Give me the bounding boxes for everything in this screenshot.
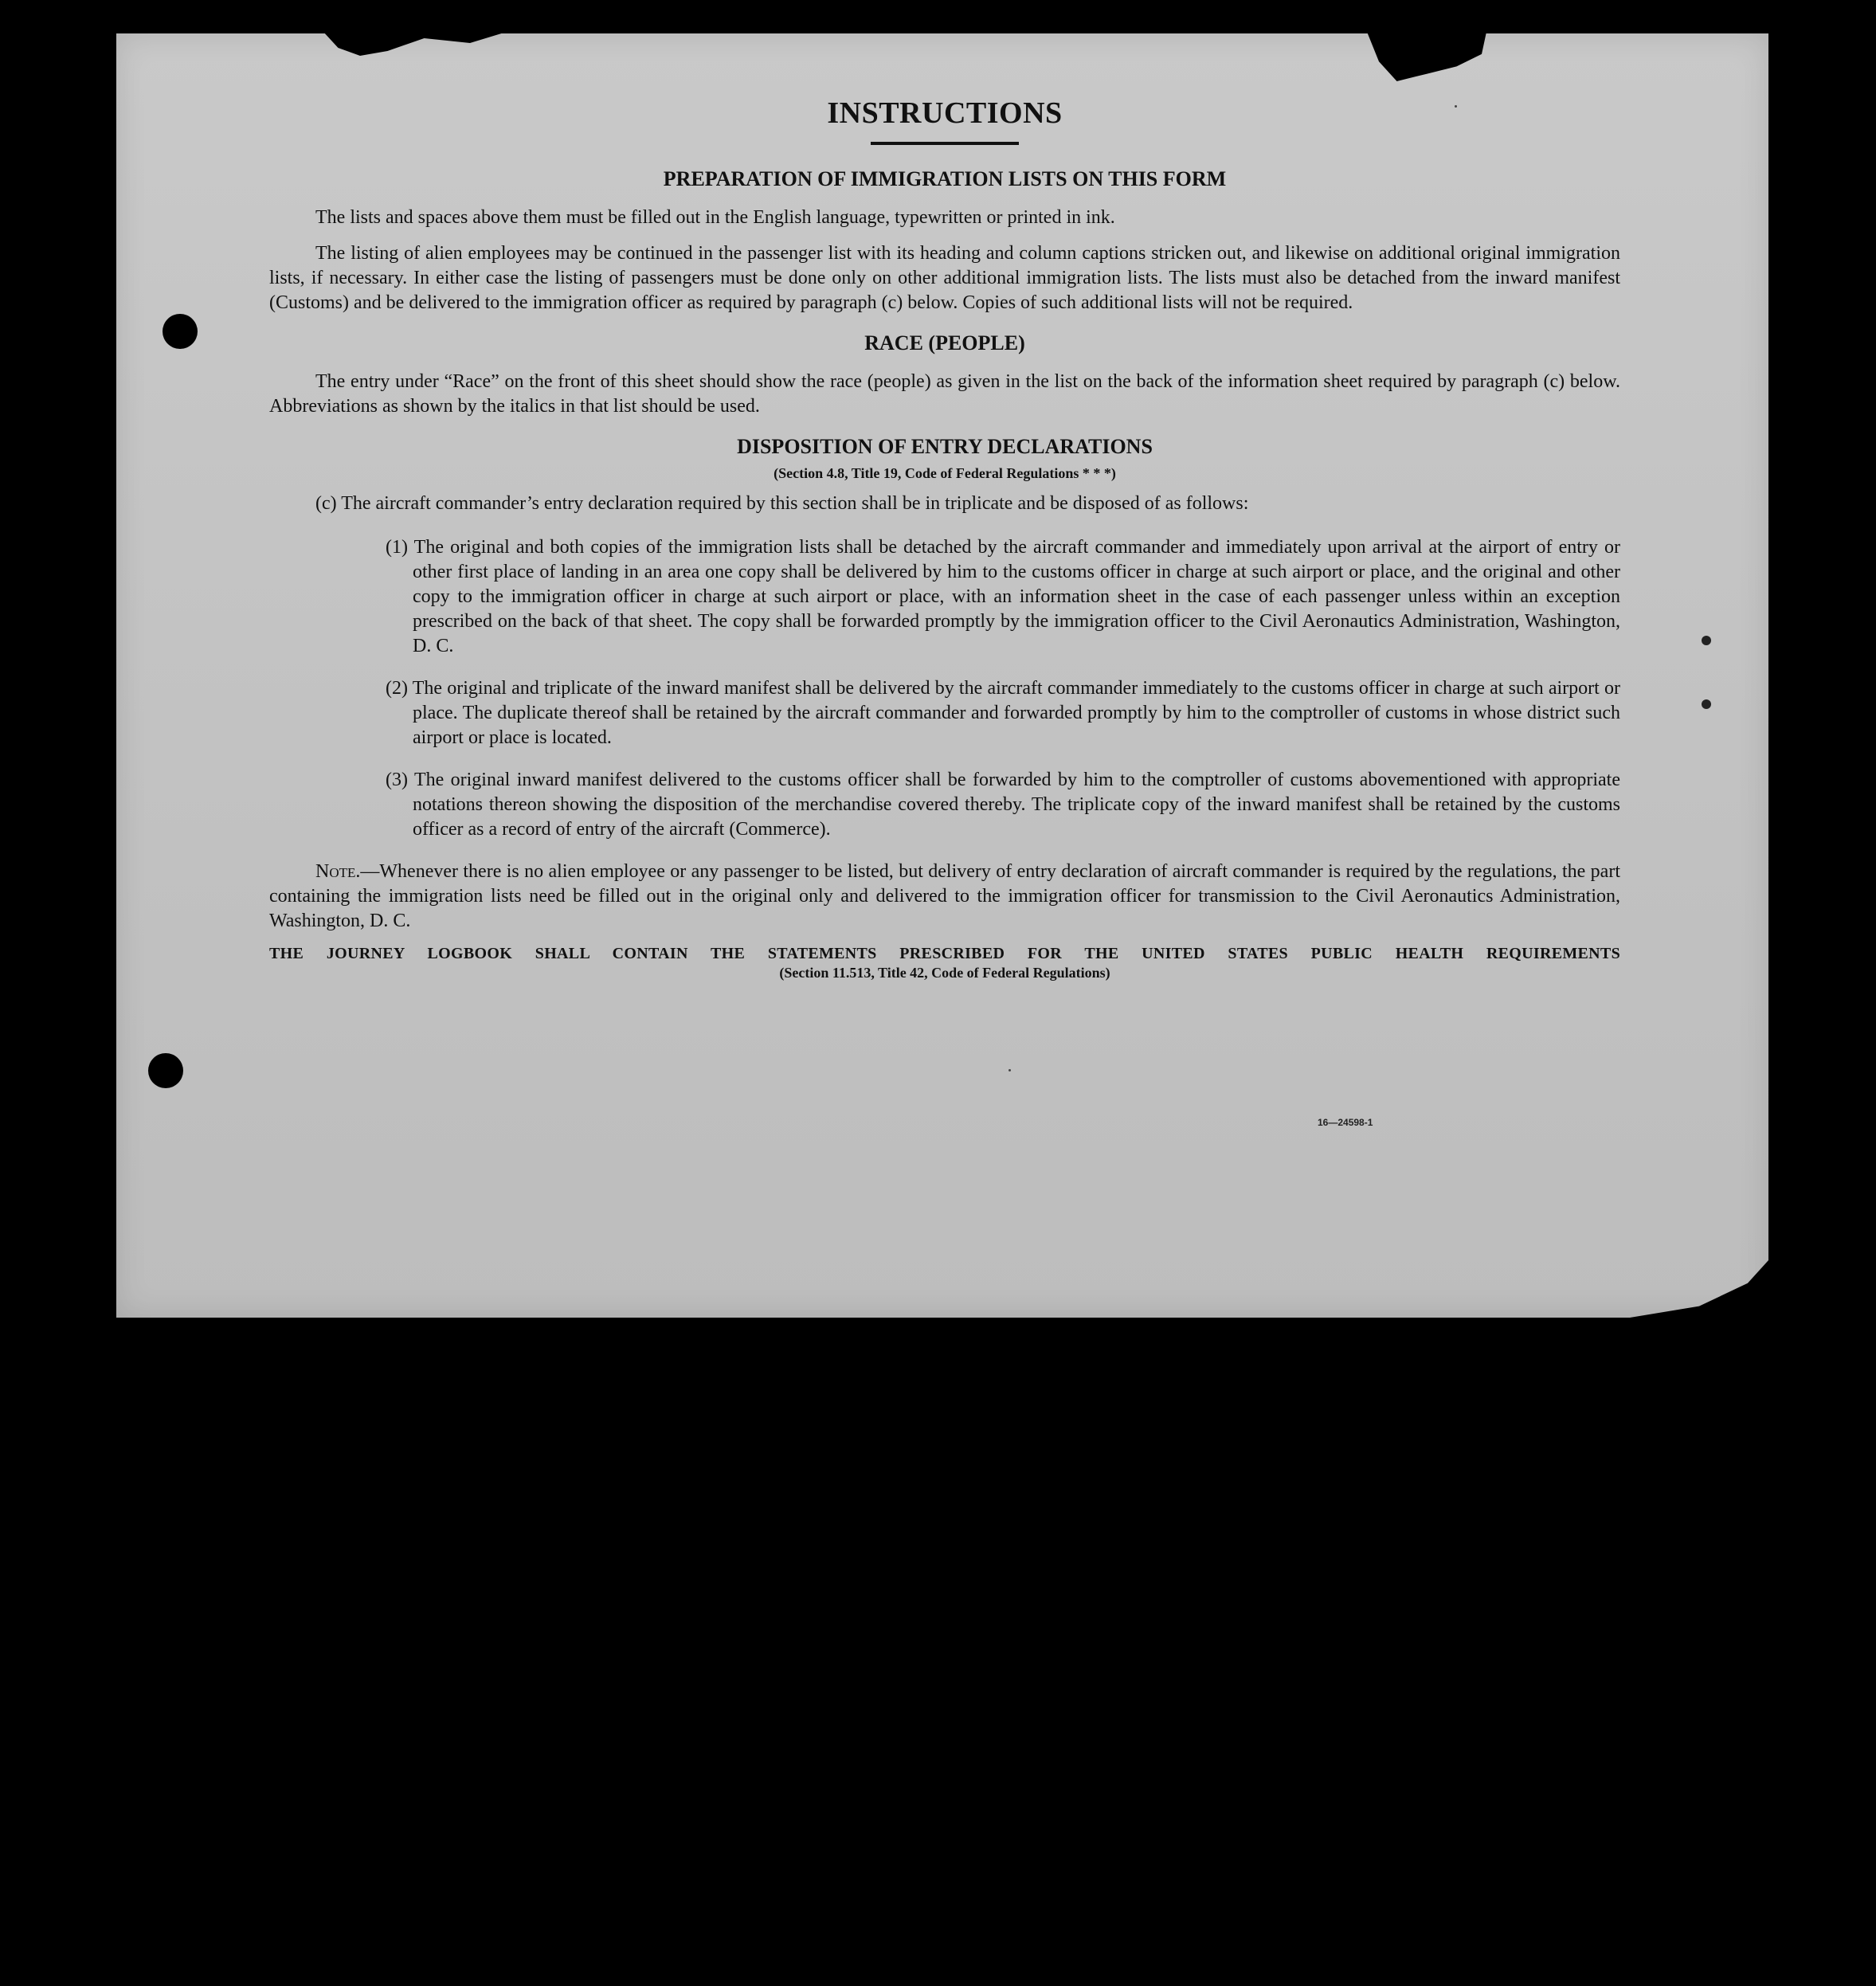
note-text: —Whenever there is no alien employee or any passenger to be listed, but delivery of entry declaration of aircraft commander is required by the regulations, the part containing the immigration lists need be filled out in the original only and delivered to the immigration officer for transmission to the Civil Aeronautics Administration, Washington, D. C.	[269, 861, 1620, 931]
paragraph: The entry under “Race” on the front of this sheet should show the race (people) as given in the list on the back of the information sheet required by paragraph (c) below. Abbreviations as shown by the italics in that list should be used.	[269, 371, 1620, 417]
title-underline	[871, 142, 1019, 145]
document-sheet	[116, 33, 1768, 1318]
ink-mark	[1702, 699, 1711, 709]
health-requirements-statement: THE JOURNEY LOGBOOK SHALL CONTAIN THE STATEMENTS PRESCRIBED FOR THE UNITED STATES PUBLIC HEALTH REQUIREMENTS	[269, 945, 1620, 962]
torn-corner-bottom-right	[1630, 1260, 1768, 1318]
punch-hole-bottom	[148, 1053, 183, 1088]
torn-edge-left	[323, 32, 507, 64]
section-heading-disposition: DISPOSITION OF ENTRY DECLARATIONS	[737, 435, 1153, 458]
health-requirements-citation: (Section 11.513, Title 42, Code of Federal Regulations)	[779, 965, 1110, 981]
section-heading-race: RACE (PEOPLE)	[864, 331, 1025, 355]
note-paragraph	[269, 860, 1620, 934]
paragraph: The lists and spaces above them must be filled out in the English language, typewritten or printed in ink.	[315, 207, 1115, 228]
section-heading-preparation: PREPARATION OF IMMIGRATION LISTS ON THIS FORM	[663, 167, 1227, 190]
list-item: (3) The original inward manifest delivered to the customs officer shall be forwarded by him to the comptroller of customs abovementioned with appropriate notations thereon showing the disposition of the merchandise covered thereby. The triplicate copy of the inward manifest shall be retained by the customs officer as a record of entry of the aircraft (Commerce).	[386, 770, 1620, 840]
instructions-content	[269, 96, 1620, 981]
paragraph-c: (c) The aircraft commander’s entry declaration required by this section shall be in triplicate and be disposed of as follows:	[315, 493, 1249, 514]
form-number: 16—24598-1	[1318, 1117, 1373, 1128]
page-title: INSTRUCTIONS	[827, 96, 1063, 130]
paragraph: The listing of alien employees may be continued in the passenger list with its heading and column captions stricken out, and likewise on additional original immigration lists, if necessary. In either case the listing of passengers must be done only on other additional immigration lists. The lists must also be detached from the inward manifest (Customs) and be delivered to the immigration officer as required by paragraph (c) below. Copies of such additional lists will not be required.	[269, 243, 1620, 313]
speck	[1008, 1069, 1011, 1071]
ink-mark	[1702, 636, 1711, 645]
note-label: Note.	[315, 861, 361, 882]
torn-edge-right	[1367, 32, 1486, 81]
section-citation: (Section 4.8, Title 19, Code of Federal Regulations * * *)	[774, 465, 1116, 481]
list-item: (2) The original and triplicate of the inward manifest shall be delivered by the aircraft commander immediately to the customs officer in charge at such airport or place. The duplicate thereof shall be retained by the aircraft commander and forwarded promptly by him to the comptroller of customs in whose district such airport or place is located.	[386, 678, 1620, 748]
punch-hole-top	[163, 314, 198, 349]
list-item: (1) The original and both copies of the immigration lists shall be detached by the aircraft commander and immediately upon arrival at the airport of entry or other first place of landing in an area one copy shall be delivered by him to the customs officer in charge at such airport or place, and the original and other copy to the immigration officer in charge at such airport or place, with an information sheet in the case of each passenger unless within an exception prescribed on the back of that sheet. The copy shall be forwarded promptly by the immigration officer to the Civil Aeronautics Administration, Washington, D. C.	[386, 537, 1620, 656]
